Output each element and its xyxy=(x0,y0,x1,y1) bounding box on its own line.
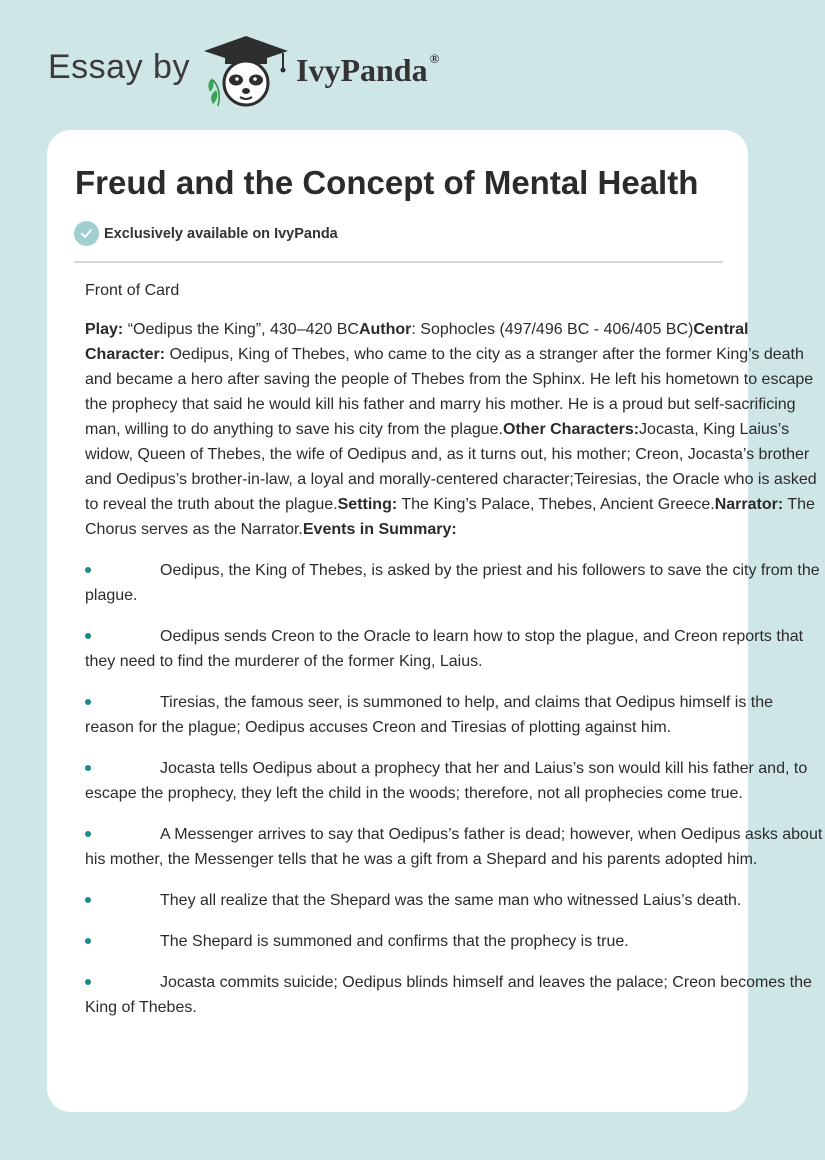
bullet-icon xyxy=(85,831,91,837)
exclusive-label: Exclusively available on IvyPanda xyxy=(104,225,338,242)
list-item xyxy=(85,929,825,954)
list-item xyxy=(85,970,825,1020)
site-header xyxy=(0,0,800,130)
essay-by-label: Essay by xyxy=(48,48,190,86)
setting-value: The King’s Palace, Thebes, Ancient Greece. xyxy=(397,496,715,513)
brand-text: IvyPanda xyxy=(296,52,428,88)
other-characters-value: Jocasta, King Laius’s widow, Queen of Thebes, the wife of Oedipus and, as it turns out, his mother; Creon, Jocasta’s brother and Oedipus’s brother-in-law, a loyal and morally-centered character;Teiresias, the Oracle who is asked to reveal the truth about the plague. xyxy=(85,421,817,513)
event-text: Oedipus, the King of Thebes, is asked by the priest and his followers to save the city from the plague. xyxy=(85,562,820,604)
narrator-label: Narrator: xyxy=(714,496,784,513)
event-text: Tiresias, the famous seer, is summoned to help, and claims that Oedipus himself is the reason for the plague; Oedipus accuses Creon and Tiresias of plotting against him. xyxy=(85,694,774,736)
setting-label: Setting: xyxy=(337,496,398,513)
list-item xyxy=(85,756,825,806)
central-character-label: Central Character: xyxy=(85,321,749,363)
brand-name[interactable] xyxy=(296,52,439,89)
bullet-icon xyxy=(85,897,91,903)
registered-mark: ® xyxy=(429,51,440,67)
bullet-icon xyxy=(85,979,91,985)
events-list xyxy=(85,558,825,1020)
event-text: They all realize that the Shepard was the same man who witnessed Laius’s death. xyxy=(160,892,742,909)
narrator-value: The Chorus serves as the Narrator. xyxy=(85,496,815,538)
bullet-icon xyxy=(85,938,91,944)
bullet-icon xyxy=(85,567,91,573)
panda-mascot-icon xyxy=(224,61,268,105)
events-summary-label: Events in Summary: xyxy=(302,521,457,538)
event-text: The Shepard is summoned and confirms that the prophecy is true. xyxy=(160,933,629,950)
play-label: Play: xyxy=(85,321,124,338)
exclusive-badge xyxy=(74,221,338,246)
essay-card xyxy=(47,130,823,1112)
ivypanda-logo[interactable] xyxy=(200,34,292,108)
event-text: Oedipus sends Creon to the Oracle to learn how to stop the plague, and Creon reports that they need to find the murderer of the former King, Laius. xyxy=(85,628,804,670)
other-characters-label: Other Characters: xyxy=(503,421,640,438)
checkmark-icon xyxy=(74,221,99,246)
page-title: Freud and the Concept of Mental Health xyxy=(75,164,699,201)
card-summary xyxy=(85,317,825,542)
bullet-icon xyxy=(85,699,91,705)
author-value: : Sophocles (497/496 BC - 406/405 BC) xyxy=(411,321,694,338)
list-item xyxy=(85,690,825,740)
event-text: Jocasta commits suicide; Oedipus blinds himself and leaves the palace; Creon becomes the King of Thebes. xyxy=(85,974,812,1016)
list-item xyxy=(85,888,825,913)
author-label: Author xyxy=(358,321,412,338)
central-character-value: Oedipus, King of Thebes, who came to the city as a stranger after the former King’s death and became a hero after saving the people of Thebes from the Sphinx. He left his hometown to escape the prophecy that said he would kill his father and marry his mother. He is a proud but self-sacrificing man, willing to do anything to save his city from the plague. xyxy=(85,346,814,438)
bullet-icon xyxy=(85,633,91,639)
list-item xyxy=(85,822,825,872)
divider xyxy=(74,261,723,263)
list-item xyxy=(85,624,825,674)
bullet-icon xyxy=(85,765,91,771)
ivy-leaf-icon xyxy=(208,78,219,106)
essay-content xyxy=(85,278,825,1036)
front-of-card-label: Front of Card xyxy=(85,282,180,299)
play-value: “Oedipus the King”, 430–420 BC xyxy=(123,321,359,338)
event-text: Jocasta tells Oedipus about a prophecy that her and Laius’s son would kill his father and, to escape the prophecy, they left the child in the woods; therefore, not all prophecies come true. xyxy=(85,760,808,802)
event-text: A Messenger arrives to say that Oedipus’s father is dead; however, when Oedipus asks about his mother, the Messenger tells that he was a gift from a Shepard and his parents adopted him. xyxy=(85,826,823,868)
list-item xyxy=(85,558,825,608)
